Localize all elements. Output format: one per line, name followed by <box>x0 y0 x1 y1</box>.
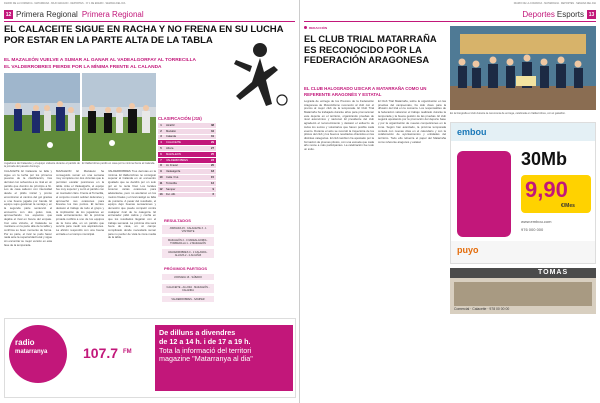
next-box-1: JORNADA 16 · SÁBADO <box>162 274 214 280</box>
award-ceremony-photo <box>450 26 596 110</box>
radio-line-3: Tota la informació del territori <box>159 345 252 355</box>
standings-team: MAZALEÓN <box>166 152 181 156</box>
byline-dot-icon <box>304 26 307 29</box>
left-page-number: 12 <box>5 11 12 18</box>
standings-points: 18 <box>211 170 214 174</box>
right-headline: EL CLUB TRIAL MATARRAÑA ES RECONOCIDO POR LA FEDERACIÓN ARAGONESA <box>304 33 437 66</box>
standings-points: 31 <box>211 135 214 139</box>
results-box-1: JORNADA 15 · CALACEITE 3 - 1 VISITANTE <box>162 225 214 234</box>
left-caption-1: Jugadores del Calaceite y el equipo visitante durante el partido de la jornada del pasado domingo. <box>4 162 80 169</box>
internet-ad-brand: embou <box>457 127 487 137</box>
internet-ad-site: www.embou.com <box>521 219 552 224</box>
standings-team: At. Fraval <box>166 164 178 168</box>
standings-pos: 10 <box>159 176 163 180</box>
left-body-col-3: VALDERROBRES Tres derrotas en la mínima. El Valderrobres no consiguió superar al Calanda en un encuentro igualado que se decidió por un solo gol en la recta final. Los locales tuvieron varias ocasiones para adelantarse, pero no acertaron en los metros finales y el rival castigó su falta de puntería. A pesar del resultado, el equipo dejó buenas sensaciones y demostró que puede competir contra cualquier rival de la categoría. El entrenador pidió calma y confía en que los resultados llegarán con el trabajo semanal. La próxima cita será fuera de casa, en un campo complicado donde necesitará sumar para no perder de vista la zona media de la tabla. <box>108 170 156 240</box>
radio-line-4: magazine "Matarranya al dia" <box>159 354 253 364</box>
right-byline <box>304 26 327 30</box>
internet-ad-unit: €/Mes <box>561 203 575 209</box>
right-topline: DIARIO DE LA COMARCA · MATARRAÑA · DEPORTES · SEMANA DEL DÍA <box>513 2 596 5</box>
shop-ad-sign: TOMAS <box>538 269 569 276</box>
standings-team: CALACEITE <box>166 141 181 145</box>
standings-rows <box>158 123 216 198</box>
internet-ad-price: 9,90 <box>525 177 568 202</box>
standings-points: 9 <box>212 187 214 191</box>
radio-schedule <box>155 325 293 391</box>
next-box-2: CALACEITE - ALLOZA · MAZALEÓN - CALANDA <box>162 284 214 293</box>
standings-points: 6 <box>212 193 214 197</box>
right-body-col-2: El Club Trial Matarraña, sobre la organización en las pruebas del campeonato, ha sido clave para la difusión del trial en la comarca. Los responsables de la federación valoraron el trabajo realizado durante la temporada y la buena gestión de las pruebas. El club seguirá apostando por la promoción del deporte base y por la organización de nuevas competiciones en la zona. Según han avanzado, la próxima temporada contará con nuevas citas en el calendario y con la colaboración de ayuntamientos y entidades del territorio. Todo ello refuerza el papel del Matarraña como referente aragonés y estatal. <box>378 100 446 144</box>
shop-ad-window <box>454 282 592 306</box>
standings-pos: 4 <box>160 141 162 145</box>
radio-unit: FM <box>123 349 132 355</box>
right-photo <box>450 26 596 110</box>
standings-team: Alcañiz <box>166 123 175 127</box>
right-section-title-alt: Esports <box>556 10 584 19</box>
radio-name-1: radio <box>15 338 35 347</box>
standings-row <box>158 193 216 199</box>
right-caption: En la fotografía el club durante la ceremonia de entrega, celebrada en Valderrobres, con el galardón. <box>450 112 566 115</box>
standings-pos: 8 <box>160 164 162 168</box>
left-section-header <box>4 8 295 22</box>
standings-table <box>158 116 216 198</box>
left-section-title: Primera Regional <box>16 10 78 19</box>
radio-frequency: 107.7 <box>83 345 119 361</box>
standings-team: Alloza <box>166 147 174 151</box>
left-photo-2 <box>82 73 156 161</box>
standings-pos: 12 <box>159 187 163 191</box>
radio-logo <box>9 325 69 391</box>
standings-title: CLASIFICACIÓN (J15) <box>158 116 202 121</box>
standings-pos: 3 <box>160 135 162 139</box>
standings-points: 15 <box>211 176 214 180</box>
standings-points: 29 <box>211 141 214 145</box>
right-byline-text: REDACCIÓN <box>309 26 328 30</box>
standings-pos: 1 <box>160 123 162 127</box>
left-photo-1 <box>4 73 80 161</box>
right-page <box>300 0 600 403</box>
shop-ad <box>450 268 596 314</box>
right-section-title: Deportes <box>522 10 555 19</box>
standings-team: Vadealgorfa <box>166 170 181 174</box>
standings-points: 25 <box>211 152 214 156</box>
standings-pos: 13 <box>159 193 163 197</box>
left-headline: EL CALACEITE SIGUE EN RACHA Y NO FRENA EN SU LUCHA POR ESTAR EN LA PARTE ALTA DE LA TABLA <box>4 24 284 46</box>
football-photo-2 <box>82 73 156 161</box>
standings-team: Calanda <box>166 135 177 139</box>
results-title: RESULTADOS <box>164 218 191 223</box>
right-subhead: EL CLUB HALOGRADO USICAR A MATARRAÑA COMO UN REFERENTE ARAGONÉS Y ESTATAL <box>304 86 427 97</box>
standings-points: 34 <box>211 129 214 133</box>
standings-pos: 7 <box>160 158 162 162</box>
results-box-3: VALDERROBRES 0 - 1 CALANDA · ALLOZA 2 - 2 ALCAÑIZ <box>162 249 214 258</box>
standings-points: 20 <box>211 164 214 168</box>
radio-name-2: matarranya <box>15 349 48 355</box>
left-body-col-1: CALACEITE El Calaceite no falla y sigue en la lucha por los primeros puestos de la clasificación, tras derrotar con solvencia a su rival en un partido que dominó de principio a fin. Los de casa salieron con intensidad desde el pitido inicial y pronto encontraron el camino del gol gracias a una buena jugada por banda. El equipo supo gestionar la ventaja y en la segunda parte sentenció el encuentro con dos goles más, aprovechando los espacios que dejaba el rival en busca del empate. Con esta victoria, el Calaceite se mantiene en la parte alta de la tabla y confirma su buen momento de forma. Por su parte, el rival no pudo hacer nada ante la superioridad local y sigue sin encontrar su mejor versión en esta fase de la temporada. <box>4 170 52 247</box>
right-section-header <box>304 8 596 22</box>
standings-points: 23 <box>211 158 214 162</box>
standings-pos: 6 <box>160 152 162 156</box>
internet-ad-speed: 30Mb <box>521 149 568 169</box>
left-topline: DIARIO DE LA COMARCA · MATARRAÑA · BAJO ARAGÓN · DEPORTES · Nº 1 DE ENERO · SEMANA DEL DÍA <box>4 2 126 5</box>
standings-team: Samper <box>166 187 176 191</box>
shop-ad-banner <box>450 268 596 278</box>
left-body-col-2: MAZALEÓN El Mazaleón ha conseguido sumar en una semana muy completa con dos victorias que le permiten escalar posiciones en la tabla. Ante el Vadealgorfa, el equipo fue muy superior y cerró el partido con un marcador claro. Frente al Torrecilla, el conjunto mostró solidez defensiva y aprovechó sus ocasiones para llevarse los tres puntos. El técnico destacó el trabajo de todo el grupo y la implicación de los jugadores en cada entrenamiento. En la próxima jornada recibirá a uno de los equipos de la zona alta, en un partido que servirá para medir sus aspiraciones. La afición respondió con una buena entrada en el campo municipal. <box>56 170 104 236</box>
football-player-icon <box>216 36 296 116</box>
radio-line-2: de 12 a 14 h. i de 17 a 19 h. <box>159 336 251 346</box>
right-page-number: 13 <box>588 11 595 18</box>
left-caption-2: El Valderrobres perdió en casa por la mínima frente al Calanda. <box>82 162 156 165</box>
internet-ad <box>450 122 596 264</box>
standings-team: VALDERROBRES <box>166 158 188 162</box>
radio-line-1: De dilluns a divendres <box>159 328 236 337</box>
internet-ad-pujol: puyo <box>457 245 479 255</box>
shop-ad-text: Comercial · Calaceite · 978 00 00 00 <box>454 307 510 311</box>
left-section-title-alt: Primera Regional <box>81 10 144 19</box>
next-box-3: VALDERROBRES - SAMPER <box>162 296 214 302</box>
standings-pos: 5 <box>160 147 162 151</box>
standings-points: 27 <box>211 147 214 151</box>
standings-team: Mazalón <box>166 129 177 133</box>
standings-pos: 11 <box>159 181 163 185</box>
standings-pos: 9 <box>160 170 162 174</box>
standings-points: 12 <box>211 181 214 185</box>
player-silhouette <box>216 36 296 116</box>
standings-points: 38 <box>211 123 214 127</box>
radio-ad <box>4 318 296 398</box>
right-body-col-1: Lograda de entrega de los Premios de la Federación Aragonesa de Motociclismo reconoció al club con el premio al mejor club de la temporada. El Club Trial Matarraña ha trabajado durante años para promocionar este deporte en el territorio, organizando pruebas de nivel autonómico y nacional. El presidente del club agradeció el reconocimiento y destacó el esfuerzo de todos los socios y voluntarios que hacen posible cada evento. Durante el acto se recordó la trayectoria de los pilotos del club y los buenos resultados obtenidos en las distintas categorías. El club también ha apostado por la formación de jóvenes pilotos, con una escuela que cada año reúne a más participantes. La celebración fue todo un éxito. <box>304 100 374 151</box>
next-matches-title: PRÓXIMOS PARTIDOS <box>164 266 208 271</box>
standings-team: Cella / Fut. <box>166 176 179 180</box>
football-photo-1 <box>4 73 80 161</box>
left-subhead-1: EL MAZALEÓN VUELVE A SUMAR AL GANAR AL VADEALGORFAY AL TORRECILLA <box>4 58 196 63</box>
internet-ad-phone-icon <box>457 151 511 237</box>
internet-ad-phone: 976 000 000 <box>521 227 544 232</box>
standings-team: Torrecilla <box>166 181 177 185</box>
left-subhead-2: EL VALDERROBRES PIERDE POR LA MÍNIMA FRENTE AL CALANDA <box>4 65 162 70</box>
standings-pos: 2 <box>160 129 162 133</box>
standings-team: Fut. Alb. <box>166 193 176 197</box>
results-box-2: MAZALEÓN 2 - 0 VADEALGORFA · TORRECILLA 1 - 2 MAZALEÓN <box>162 237 214 246</box>
